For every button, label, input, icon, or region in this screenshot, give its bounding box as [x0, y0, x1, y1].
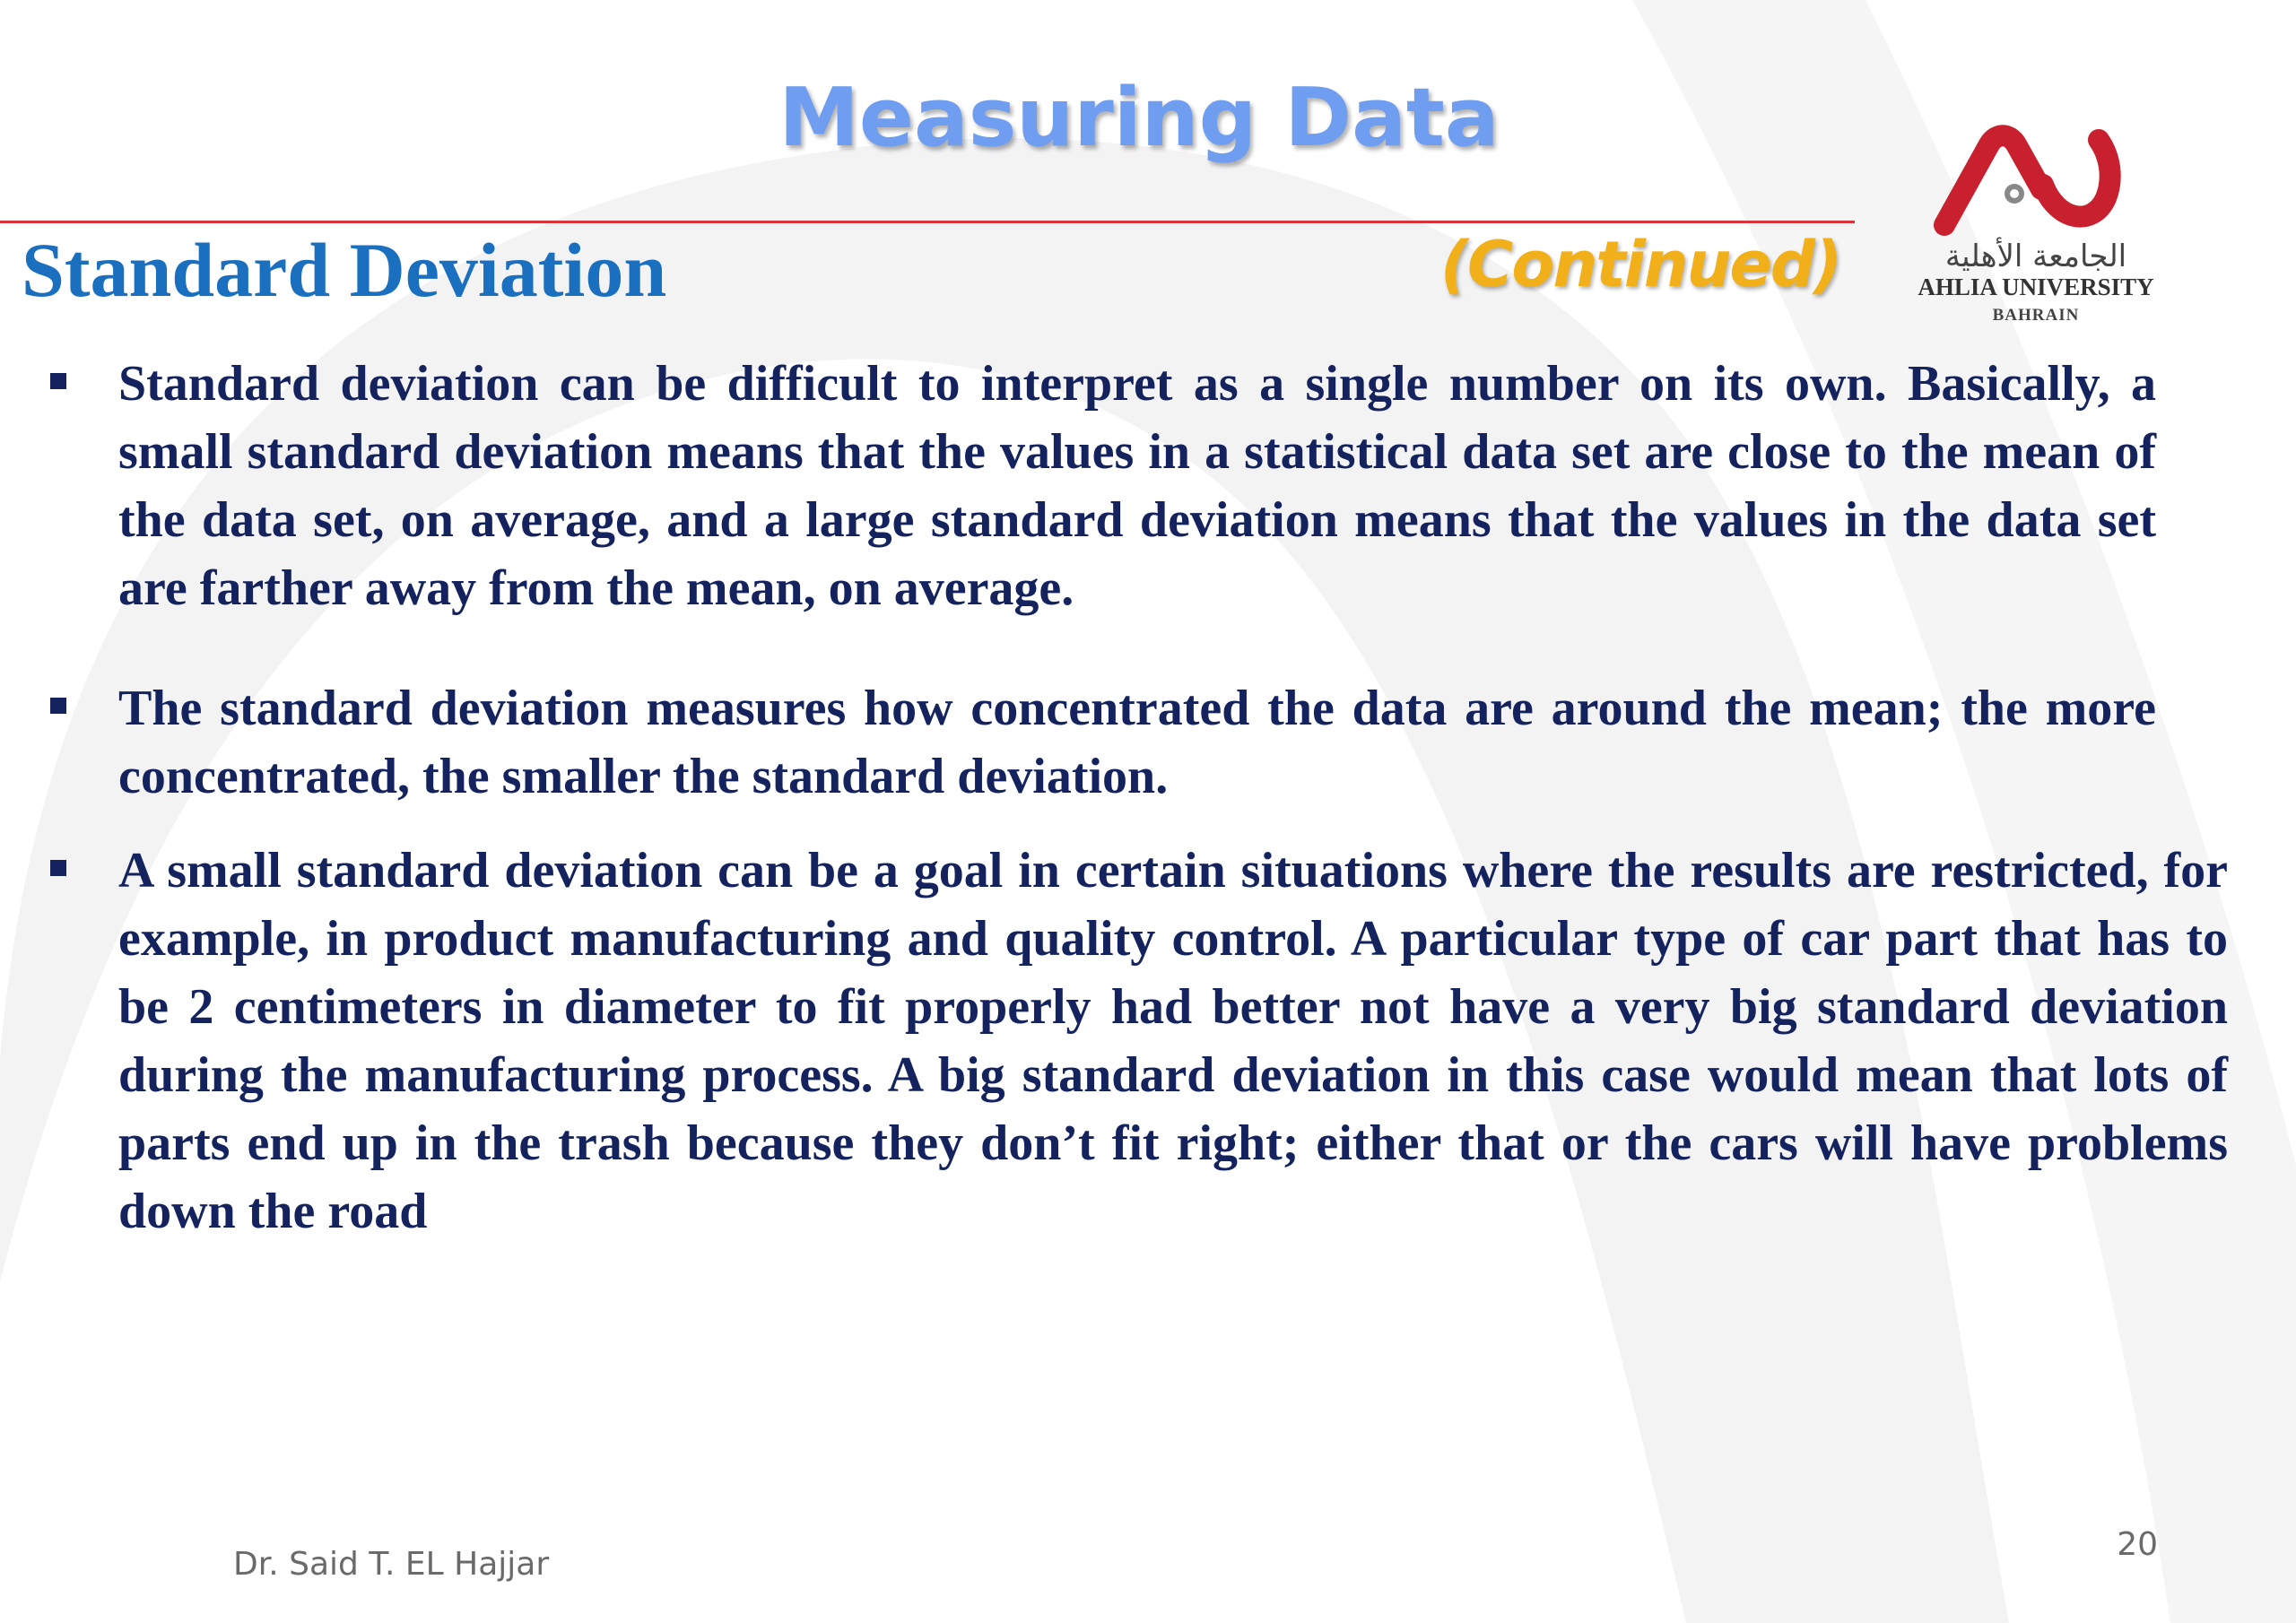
bullet-item: The standard deviation measures how concentrated the data are around the mean; the more concentrated, the smaller the standard deviation.: [118, 681, 2156, 804]
bullet-item: A small standard deviation can be a goal in certain situations where the results are restricted, for example, in product manufacturing and quality control. A particular type of car part that has to be 2 centimeters in diameter to fit properly had better not have a very big standard deviation during the manufacturing process. A big standard deviation in this case would mean that lots of parts end up in the trash because they don’t fit right; either that or the cars will have problems down the road: [118, 843, 2228, 1239]
logo-university-name: AHLIA UNIVERSITY: [1918, 273, 2154, 300]
bullet-square-icon: [50, 373, 66, 389]
logo-arabic-text: الجامعة الأهلية: [1944, 239, 2127, 274]
slide-title: Measuring Data: [778, 71, 1500, 165]
section-heading: Standard Deviation: [22, 227, 667, 313]
bullet-square-icon: [50, 698, 66, 714]
ahlia-university-logo: [1900, 122, 2174, 337]
continued-label: (Continued): [1440, 228, 1840, 301]
title-divider: [0, 221, 1855, 223]
bullet-item: Standard deviation can be difficult to interpret as a single number on its own. Basically, a small standard deviation means that the values in a statistical data set are close to the mean of the data set, on average, and a large standard deviation means that the values in the data set are farther away from the mean, on average.: [118, 356, 2156, 616]
bullet-square-icon: [50, 860, 66, 876]
footer-author: Dr. Said T. EL Hajjar: [233, 1546, 550, 1583]
page-number: 20: [2117, 1526, 2158, 1563]
logo-location: BAHRAIN: [1992, 306, 2080, 325]
